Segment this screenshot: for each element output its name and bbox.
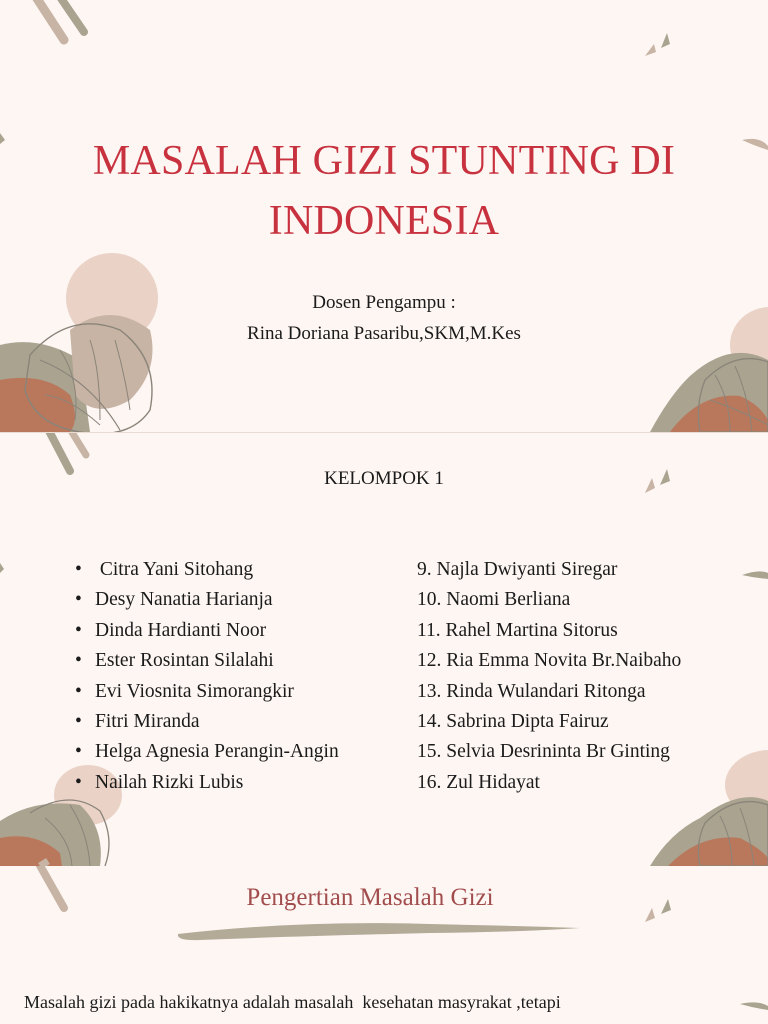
slide-title-text [0,131,768,251]
list-item: 13. Rinda Wulandari Ritonga [417,680,646,702]
bullet-icon: • [75,619,82,641]
slash-decoration-icon [48,433,86,471]
member-name: Fitri Miranda [95,710,200,732]
title-line-2: INDONESIA [268,198,500,244]
leaf-tip-icon [742,571,768,579]
bullet-icon: • [75,559,82,580]
title-line-1: MASALAH GIZI STUNTING DI [92,138,676,184]
slide-title [0,0,768,432]
list-item [75,555,339,585]
members-list-left [75,555,339,798]
member-name: Citra Yani Sitohang [95,559,254,580]
member-name: Evi Viosnita Simorangkir [95,680,294,702]
tick-decoration-icon [645,33,670,56]
list-item [75,585,339,615]
member-name: Dinda Hardianti Noor [95,619,267,641]
dosen-label: Dosen Pengampu : [312,292,456,313]
group-title: KELOMPOK 1 [324,468,444,489]
bullet-icon: • [75,710,82,732]
list-item [75,768,339,798]
list-item: 11. Rahel Martina Sitorus [417,619,618,641]
slide-definition [0,866,768,1024]
bullet-icon: • [75,650,82,672]
bullet-icon: • [75,771,82,793]
bullet-icon: • [75,589,82,611]
list-item [75,707,339,737]
member-name: Nailah Rizki Lubis [95,771,244,793]
list-item: 12. Ria Emma Novita Br.Naibaho [417,650,682,672]
dosen-name: Rina Doriana Pasaribu,SKM,M.Kes [247,323,521,344]
bullet-icon: • [75,741,82,763]
member-name: Desy Nanatia Harianja [95,589,273,611]
definition-paragraph: Masalah gizi pada hakikatnya adalah masalah kesehatan masyrakat ,tetapi [24,992,561,1012]
list-item [75,737,339,767]
list-item: 10. Naomi Berliana [417,589,571,611]
member-name: Ester Rosintan Silalahi [95,650,274,672]
list-item: 15. Selvia Desrininta Br Ginting [417,741,670,763]
list-item: 9. Najla Dwiyanti Siregar [417,559,618,580]
members-list-right [417,555,681,798]
list-item: 14. Sabrina Dipta Fairuz [417,710,609,732]
slide-members [0,433,768,866]
list-item [75,616,339,646]
bullet-icon: • [75,680,82,702]
member-name: Helga Agnesia Perangin-Angin [95,741,339,763]
list-item [75,677,339,707]
list-item [75,646,339,676]
list-item: 16. Zul Hidayat [417,771,540,793]
slash-decoration-icon [34,0,84,40]
section-title: Pengertian Masalah Gizi [246,884,494,911]
brush-stroke-icon [178,923,580,940]
